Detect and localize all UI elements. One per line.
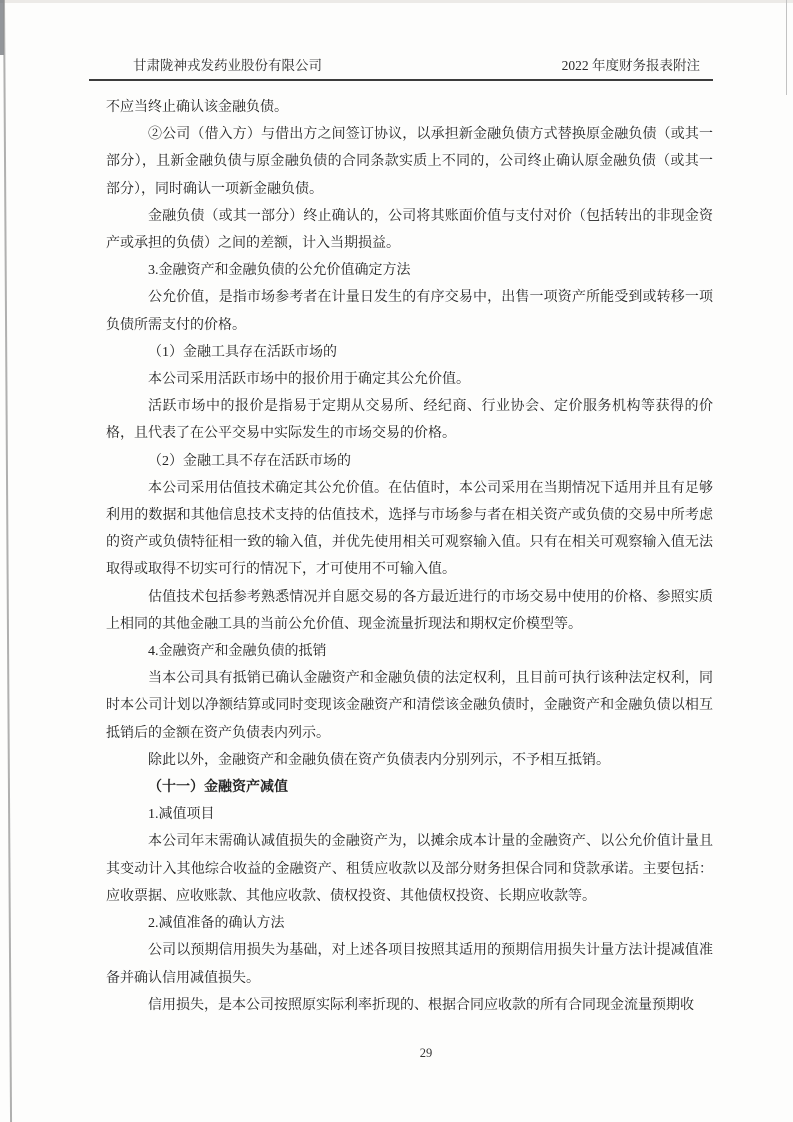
- document-body: [106, 94, 713, 1019]
- paragraph: 不应当终止确认该金融负债。: [106, 100, 288, 115]
- page-number: 29: [419, 1046, 433, 1060]
- paragraph: 本公司采用估值技术确定其公允价值。在估值时，本公司采用在当期情况下适用并且有足够利用的数据和其他信息技术支持的估值技术，选择与市场参与者在相关资产或负债的交易中所考虑的资产或负债特征相一致的输入值，并优先使用相关可观察输入值。只有在相关可观察输入值无法取得或取得不切实可行的情况下，才可使用不可输入值。: [106, 480, 713, 578]
- scan-edge-left: [3, 0, 12, 1122]
- paragraph: （2）金融工具不存在活跃市场的: [148, 453, 351, 469]
- paragraph: 活跃市场中的报价是指易于定期从交易所、经纪商、行业协会、定价服务机构等获得的价格，且代表了在公平交易中实际发生的市场交易的价格。: [106, 399, 713, 442]
- paragraph: 1.减值项目: [148, 807, 215, 823]
- paragraph: 公允价值，是指市场参考者在计量日发生的有序交易中，出售一项资产所能受到或转移一项负债所需支付的价格。: [106, 290, 713, 333]
- paragraph: 信用损失，是本公司按照原实际利率折现的、根据合同应收款的所有合同现金流量预期收: [148, 997, 694, 1013]
- page-footer: [0, 1046, 793, 1061]
- paragraph: 4.金融资产和金融负债的抵销: [148, 644, 327, 660]
- scan-edge-top: [0, 0, 793, 3]
- scan-edge-right: [786, 0, 787, 95]
- paragraph: 2.减值准备的确认方法: [148, 916, 285, 932]
- report-title: 2022 年度财务报表附注: [561, 58, 700, 73]
- paragraph: ②公司（借入方）与借出方之间签订协议，以承担新金融负债方式替换原金融负债（或其一部分），且新金融负债与原金融负债的合同条款实质上不同的，公司终止确认原金融负债（或其一部分），同时确认一项新金融负债。: [106, 127, 713, 197]
- company-name: 甘肃陇神戎发药业股份有限公司: [133, 58, 322, 73]
- paragraph: 公司以预期信用损失为基础，对上述各项目按照其适用的预期信用损失计量方法计提减值准备并确认信用减值损失。: [106, 943, 713, 986]
- paragraph: （十一）金融资产减值: [148, 780, 288, 796]
- paragraph: 除此以外，金融资产和金融负债在资产负债表内分别列示，不予相互抵销。: [148, 752, 610, 768]
- paragraph: 估值技术包括参考熟悉情况并自愿交易的各方最近进行的市场交易中使用的价格、参照实质上相同的其他金融工具的当前公允价值、现金流量折现法和期权定价模型等。: [106, 589, 713, 632]
- paragraph: 当本公司具有抵销已确认金融资产和金融负债的法定权利，且目前可执行该种法定权利，同时本公司计划以净额结算或同时变现该金融资产和清偿该金融负债时，金融资产和金融负债以相互抵销后的金额在资产负债表内列示。: [106, 671, 713, 741]
- paragraph: 本公司采用活跃市场中的报价用于确定其公允价值。: [148, 372, 470, 388]
- header-rule: [89, 79, 713, 81]
- page-header: [133, 54, 700, 74]
- paragraph: （1）金融工具存在活跃市场的: [148, 344, 337, 360]
- paragraph: 本公司年末需确认减值损失的金融资产为，以摊余成本计量的金融资产、以公允价值计量且其变动计入其他综合收益的金融资产、租赁应收款以及部分财务担保合同和贷款承诺。主要包括：应收票据、应收账款、其他应收款、债权投资、其他债权投资、长期应收款等。: [106, 834, 713, 904]
- paragraph: 金融负债（或其一部分）终止确认的，公司将其账面价值与支付对价（包括转出的非现金资产或承担的负债）之间的差额，计入当期损益。: [106, 208, 713, 252]
- paragraph: 3.金融资产和金融负债的公允价值确定方法: [148, 263, 411, 279]
